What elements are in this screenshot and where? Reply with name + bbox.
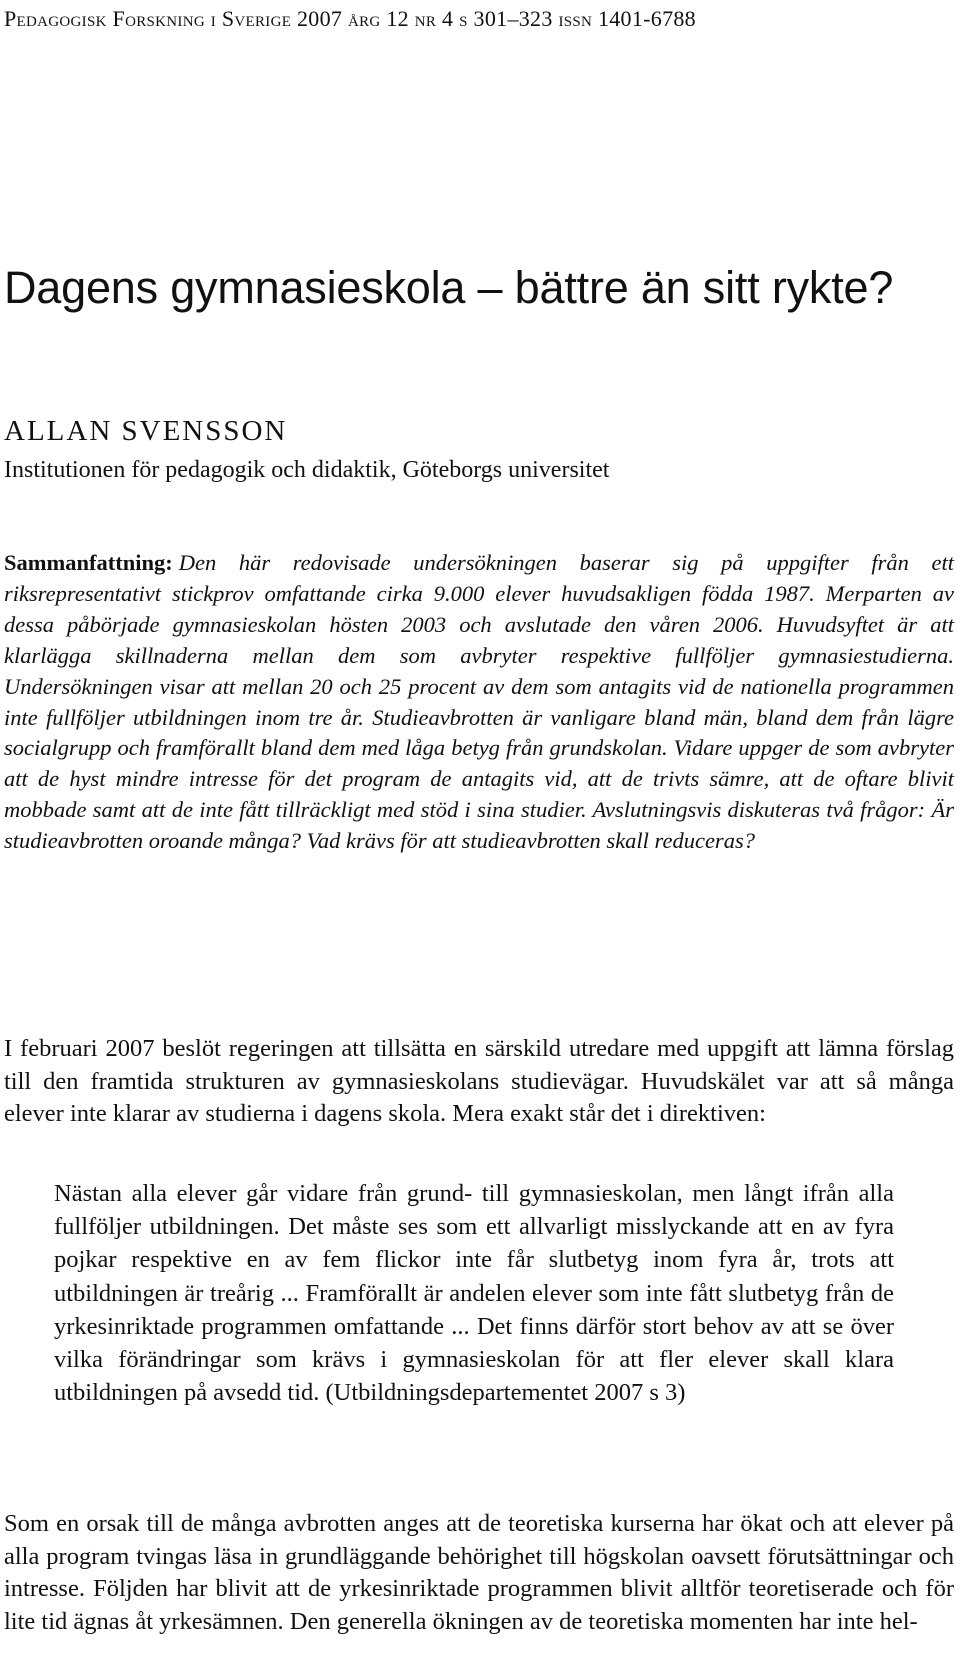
running-head: Pedagogisk Forskning i Sverige 2007 årg 12 nr 4 s 301–323 issn 1401-6788 [4,6,696,31]
article-title: Dagens gymnasieskola – bättre än sitt rykte? [4,262,894,313]
abstract [4,548,954,857]
body-paragraph-1: I februari 2007 beslöt regeringen att tillsätta en särskild utredare med uppgift att lämna förslag till den framtida strukturen av gymnasieskolans studievägar. Huvudskälet var att så många elever inte klarar av studierna i dagens skola. Mera exakt står det i direktiven: [4,1035,954,1128]
abstract-text: Den här redovisade undersökningen baserar sig på uppgifter från ett riksrepresentativt stickprov omfattande cirka 9.000 elever huvudsakligen födda 1987. Merparten av dessa påbörjade gymnasieskolan hösten 2003 och avslutade den våren 2006. Huvudsyftet är att klarlägga skillnaderna mellan dem som avbryter respektive fullföljer gymnasiestudierna. Undersökningen visar att mellan 20 och 25 procent av dem som antagits vid de nationella programmen inte fullföljer utbildningen inom tre år. Studieavbrotten är vanligare bland män, bland dem från lägre socialgrupp och framförallt bland dem med låga betyg från grundskolan. Vidare uppger de som avbryter att de hyst mindre intresse för det program de antagits vid, att de trivts sämre, att de oftare blivit mobbade samt att de inte fått tillräckligt med stöd i sina studier. Avslutningsvis diskuteras två frågor: Är studieavbrotten oroande många? Vad krävs för att studieavbrotten skall reduceras? [4,550,954,854]
author-affiliation: Institutionen för pedagogik och didaktik, Göteborgs universitet [4,457,610,483]
author-name: ALLAN SVENSSON [4,415,288,447]
abstract-label: Sammanfattning: [4,550,173,575]
body-paragraph-2: Som en orsak till de många avbrotten anges att de teoretiska kurserna har ökat och att elever på alla program tvingas läsa in grundläggande behörighet till högskolan oavsett förutsättningar och intresse. Följden har blivit att de yrkesinriktade programmen blivit alltför teoretiserade och för lite tid ägnas åt yrkesämnen. Den generella ökningen av de teoretiska momenten har inte hel- [4,1510,954,1635]
block-quote: Nästan alla elever går vidare från grund- till gymnasieskolan, men långt ifrån alla fullföljer utbildningen. Det måste ses som ett allvarligt misslyckande att en av fyra pojkar respektive en av fem flickor inte får slutbetyg inom fyra år, trots att utbildningen är treårig ... Framförallt är andelen elever som inte fått slutbetyg från de yrkesinriktade programmen omfattande ... Det finns därför stort behov av att se över vilka förändringar som krävs i gymnasieskolan för att fler elever skall klara utbildningen på avsedd tid. (Utbildningsdepartementet 2007 s 3) [54,1180,894,1407]
